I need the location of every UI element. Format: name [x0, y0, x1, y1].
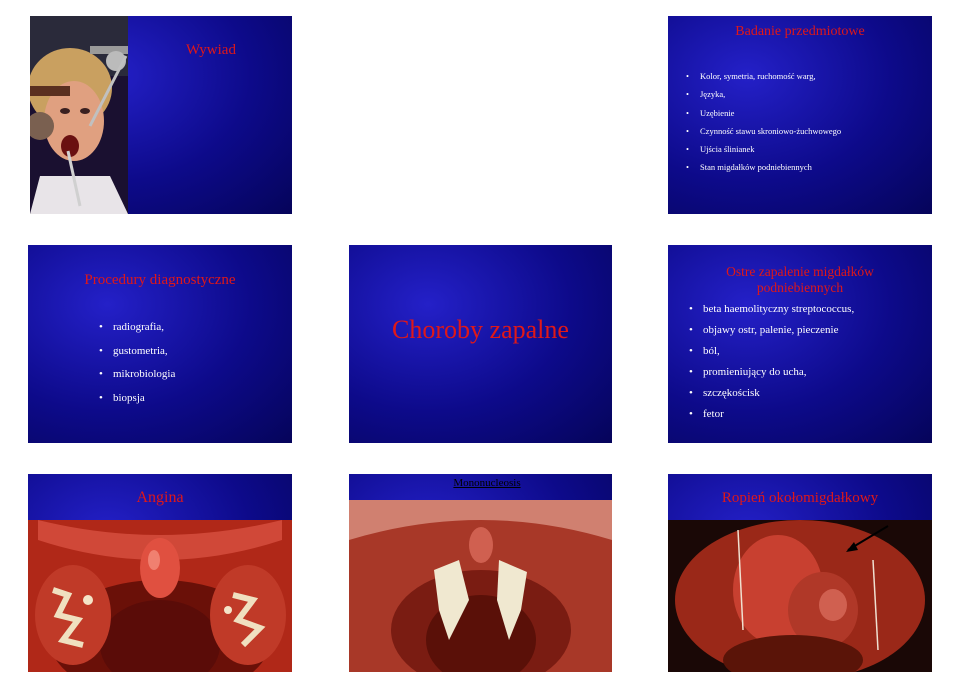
slide-title-line1: Ostre zapalenie migdałków	[726, 264, 874, 279]
slide-angina	[28, 474, 292, 672]
slide-title: Wywiad	[186, 42, 236, 58]
peritonsillar-abscess-photo	[668, 520, 932, 672]
symptoms-list	[689, 299, 854, 425]
list-item: • szczękościsk	[689, 383, 854, 404]
list-item: • Stan migdałków podniebiennych	[686, 158, 841, 176]
patient-examination-photo	[30, 16, 128, 214]
slide-ostre-zapalenie	[668, 245, 932, 443]
list-item: • fetor	[689, 404, 854, 425]
list-item: • gustometria,	[99, 340, 175, 364]
list-item: • Zaburzenia wydzielania śliny,	[369, 157, 557, 174]
list-item: • mikrobiologia	[99, 363, 175, 387]
list-item: • Kolor, symetria, ruchomość warg,	[686, 67, 841, 85]
list-item: • Ślina podbarwiona krwią,	[369, 123, 557, 140]
list-item: • objawy ostr, palenie, pieczenie	[689, 320, 854, 341]
slide-mononucleosis	[349, 474, 612, 672]
list-item: • Pieczenie języka,	[369, 106, 557, 123]
mononucleosis-title: Mononucleosis	[453, 477, 521, 489]
list-item: • Dysphagia,	[369, 88, 557, 105]
list-item: • Ból podczas żucia, jedzenia, połykania,	[369, 71, 557, 88]
list-item: • ból,	[689, 341, 854, 362]
slide-choroby-zapalne	[349, 245, 612, 443]
list-item: • biopsja	[99, 387, 175, 411]
slide-wywiad	[30, 16, 292, 214]
list-item: • Obrzęk	[369, 192, 557, 209]
slide-ropien	[668, 474, 932, 672]
slide-title: Choroby zapalne	[392, 315, 569, 344]
procedures-list	[99, 316, 175, 410]
slide-title	[668, 264, 932, 296]
slide-title: Badanie przedmiotowe	[735, 24, 865, 39]
list-item: • Zaburzenia smaku,	[369, 175, 557, 192]
list-item: • beta haemolityczny streptococcus,	[689, 299, 854, 320]
slide-badanie	[668, 16, 932, 214]
slide-title-line2: podniebiennych	[756, 280, 844, 295]
list-item: • Ujścia ślinianek	[686, 140, 841, 158]
list-item: • Cuchnienie (fetor ex ore),	[369, 140, 557, 157]
slide-procedury	[28, 245, 292, 443]
history-list	[369, 71, 557, 209]
slide-title: Ropień okołomigdałkowy	[721, 490, 879, 506]
slide-title: Angina	[136, 489, 184, 506]
list-item: • promieniujący do ucha,	[689, 362, 854, 383]
mononucleosis-throat-photo	[349, 500, 612, 672]
list-item: • Języka,	[686, 85, 841, 103]
list-item: • Czynność stawu skroniowo-żuchwowego	[686, 122, 841, 140]
slide-title: Procedury diagnostyczne	[84, 272, 236, 288]
exam-list	[686, 67, 841, 177]
angina-throat-photo	[28, 520, 292, 672]
list-item: • Uzębienie	[686, 104, 841, 122]
list-item: • radiografia,	[99, 316, 175, 340]
